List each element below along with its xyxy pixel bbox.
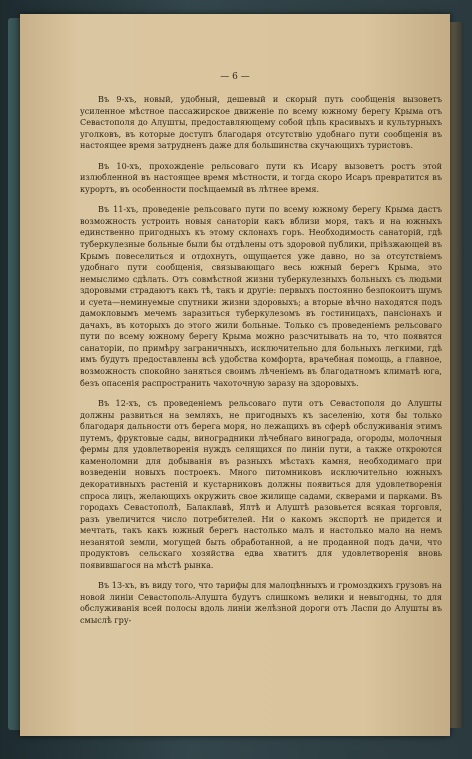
page-fore-edge (450, 22, 464, 728)
document-page (20, 14, 450, 736)
paragraph-11: Въ 11-хъ, проведеніе рельсоваго пути по всему южному берегу Крыма дастъ возможность устроить новыя санаторіи какъ вблизи моря, такъ и на южныхъ единственно пригодныхъ къ этому склонахъ горъ. Необходимость санаторій, гдѣ туберкулезные больные были бы отдѣлены отъ здоровой публики, пріѣзжающей въ Крымъ повеселиться и отдохнуть, ощущается уже давно, но за отсутствіемъ удобнаго пути сообщенія, связывающаго весь южный берегъ Крыма, это немыслимо сдѣлать. Отъ совмѣстной жизни туберкулезныхъ больныхъ съ людьми здоровыми страдаютъ какъ тѣ, такъ и другіе: первыхъ постоянно безпокоитъ шумъ и суета—неминуемые спутники жизни здоровыхъ; а вторые вѣчно находятся подъ дамокловымъ мечемъ заразиться туберкулезомъ въ гостиницахъ, пансіонахъ и дачахъ, въ которыхъ до этого жили больные. Только съ проведеніемъ рельсоваго пути по всему южному берегу Крыма можно разсчитывать на то, что появятся санаторіи, по примѣру заграничныхъ, исключительно для больныхъ легкими, гдѣ имъ будутъ предоставлены всѣ удобства комфорта, врачебная помощь, а главное, возможность спокойно заняться своимъ лѣченіемъ въ благодатномъ климатѣ юга, безъ опасенія распространить чахоточную заразу на здоровыхъ. (80, 204, 442, 388)
paragraph-12: Въ 12-хъ, съ проведеніемъ рельсоваго пути отъ Севастополя до Алушты должны развиться на земляхъ, не пригодныхъ къ заселенію, хотя бы только благодаря дальности отъ берега моря, но лежащихъ въ сферѣ обслуживанія этимъ путемъ, фруктовые сады, виноградники лѣчебнаго винограда, огороды, молочныя фермы для удовлетворенія нуждъ селящихся по линіи пути, а также откроются каменоломни для добыванія въ разныхъ мѣстахъ камня, необходимаго при возведеніи новыхъ построекъ. Много питомниковъ исключительно южныхъ декоративныхъ растеній и кустарниковъ должны появиться для удовлетворенія спроса лицъ, желающихъ окружить свое жилище садами, скверами и парками. Въ городахъ Севастополѣ, Балаклавѣ, Ялтѣ и Алуштѣ разовьется всякая торговля, разъ увеличится число потребителей. Ни о какомъ экспортѣ не придется и мечтать, такъ какъ южный берегъ настолько малъ и настолько мало на немъ незанятой земли, могущей быть обработанной, а не проданной подъ дачи, что продуктовъ сельскаго хозяйства едва хватитъ для удовлетворенія вновь появившагося на мѣстѣ рынка. (80, 398, 442, 570)
paragraph-13: Въ 13-хъ, въ виду того, что тарифы для малоцѣнныхъ и громоздкихъ грузовъ на новой линіи Севастополь-Алушта будутъ слишкомъ велики и невыгодны, то для обслуживанія всей полосы вдоль линіи желѣзной дороги отъ Ласпи до Алушты въ смыслѣ гру- (80, 580, 442, 625)
paragraph-9: Въ 9-хъ, новый, удобный, дешевый и скорый путь сообщенія вызоветъ усиленное мѣстное пассажирское движеніе по всему южному берегу Крыма отъ Севастополя до Алушты, предоставляющему собой цѣпь красивыхъ и культурныхъ уголковъ, въ которые доступъ благодаря отсутствію удобнаго пути сообщенія въ настоящее время затрудненъ даже для большинства скучающихъ туристовъ. (80, 94, 442, 151)
page-number: — 6 — (220, 72, 250, 82)
paragraph-10: Въ 10-хъ, прохожденіе рельсоваго пути къ Исару вызоветъ ростъ этой излюбленной въ настоящее время мѣстности, и тогда скоро Исаръ превратится въ курортъ, въ особенности посѣщаемый въ лѣтнее время. (80, 160, 442, 194)
body-text (80, 94, 442, 636)
